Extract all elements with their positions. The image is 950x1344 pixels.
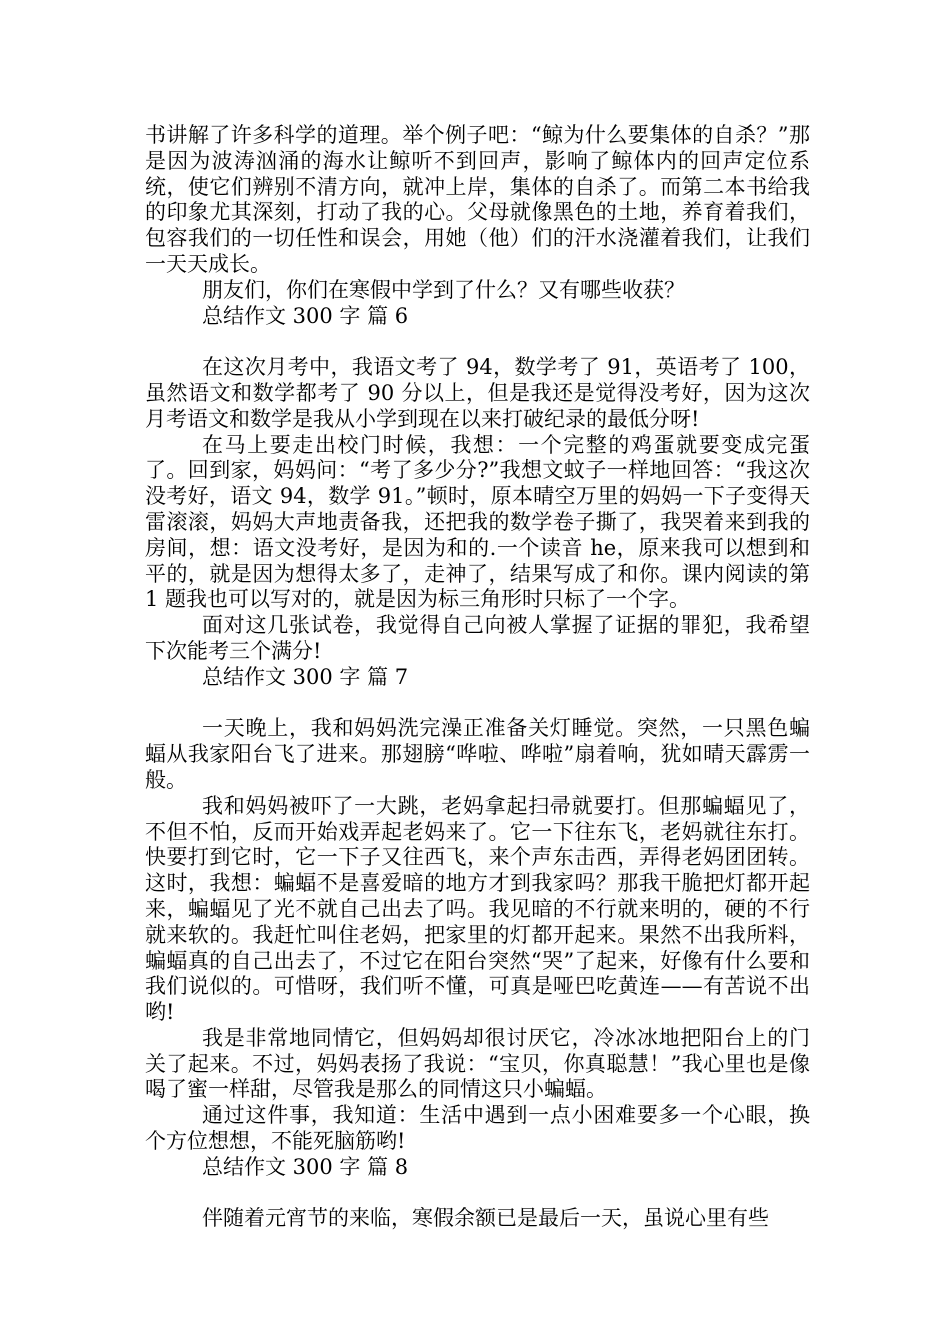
paragraph: 面对这几张试卷，我觉得自己向被人掌握了证据的罪犯，我希望下次能考三个满分!	[145, 613, 810, 663]
paragraph: 在马上要走出校门时候，我想：一个完整的鸡蛋就要变成完蛋了。回到家，妈妈问：“考了多少分?”我想文蚊子一样地回答：“我这次没考好，语文 94，数学 91。”顿时，原本晴空万里的妈妈一下子变得天雷滚滚，妈妈大声地责备我，还把我的数学卷子撕了，我哭着来到我的房间，想：语文没考好，是因为和的.一个读音 he，原来我可以想到和平的，就是因为想得太多了，走神了，结果写成了和你。课内阅读的第 1 题我也可以写对的，就是因为标三角形时只标了一个字。	[145, 432, 810, 612]
paragraph: 我和妈妈被吓了一大跳，老妈拿起扫帚就要打。但那蝙蝠见了，不但不怕，反而开始戏弄起老妈来了。它一下往东飞，老妈就往东打。快要打到它时，它一下子又往西飞，来个声东击西，弄得老妈团团转。这时，我想：蝙蝠不是喜爱暗的地方才到我家吗？那我干脆把灯都开起来，蝙蝠见了光不就自己出去了吗。我见暗的不行就来明的，硬的不行就来软的。我赶忙叫住老妈，把家里的灯都开起来。果然不出我所料，蝙蝠真的自己出去了，不过它在阳台突然“哭”了起来，好像有什么要和我们说似的。可惜呀，我们听不懂，可真是哑巴吃黄连——有苦说不出哟!	[145, 793, 810, 1025]
section-heading: 总结作文 300 字 篇 6	[202, 303, 409, 328]
paragraph: 我是非常地同情它，但妈妈却很讨厌它，冷冰冰地把阳台上的门关了起来。不过，妈妈表扬了我说：“宝贝，你真聪慧！”我心里也是像喝了蜜一样甜，尽管我是那么的同情这只小蝙蝠。	[145, 1025, 810, 1102]
paragraph: 通过这件事，我知道：生活中遇到一点小困难要多一个心眼，换个方位想想，不能死脑筋哟!	[145, 1103, 810, 1154]
paragraph: 一天晚上，我和妈妈洗完澡正准备关灯睡觉。突然，一只黑色蝙蝠从我家阳台飞了进来。那翅膀“哗啦、哗啦”扇着响，犹如晴天霹雳一般。	[145, 716, 810, 792]
paragraph: 在这次月考中，我语文考了 94，数学考了 91，英语考了 100，虽然语文和数学都考了 90 分以上，但是我还是觉得没考好，因为这次月考语文和数学是我从小学到现在以来打破纪录的最低分呀!	[145, 355, 810, 431]
paragraph: 书讲解了许多科学的道理。举个例子吧：“鲸为什么要集体的自杀？”那是因为波涛汹涌的海水让鲸听不到回声，影响了鲸体内的回声定位系统，使它们辨别不清方向，就冲上岸，集体的自杀了。而第二本书给我的印象尤其深刻，打动了我的心。父母就像黑色的土地，养育着我们，包容我们的一切任性和误会，用她（他）们的汗水浇灌着我们，让我们一天天成长。	[145, 123, 810, 276]
blank-line	[145, 1181, 810, 1207]
document-page	[145, 123, 810, 1232]
blank-line	[145, 691, 810, 717]
paragraph: 伴随着元宵节的来临，寒假余额已是最后一天，虽说心里有些	[202, 1206, 769, 1231]
blank-line	[145, 329, 810, 355]
paragraph: 朋友们，你们在寒假中学到了什么？又有哪些收获？	[202, 277, 685, 302]
section-heading: 总结作文 300 字 篇 7	[202, 664, 409, 689]
section-heading: 总结作文 300 字 篇 8	[202, 1154, 409, 1179]
